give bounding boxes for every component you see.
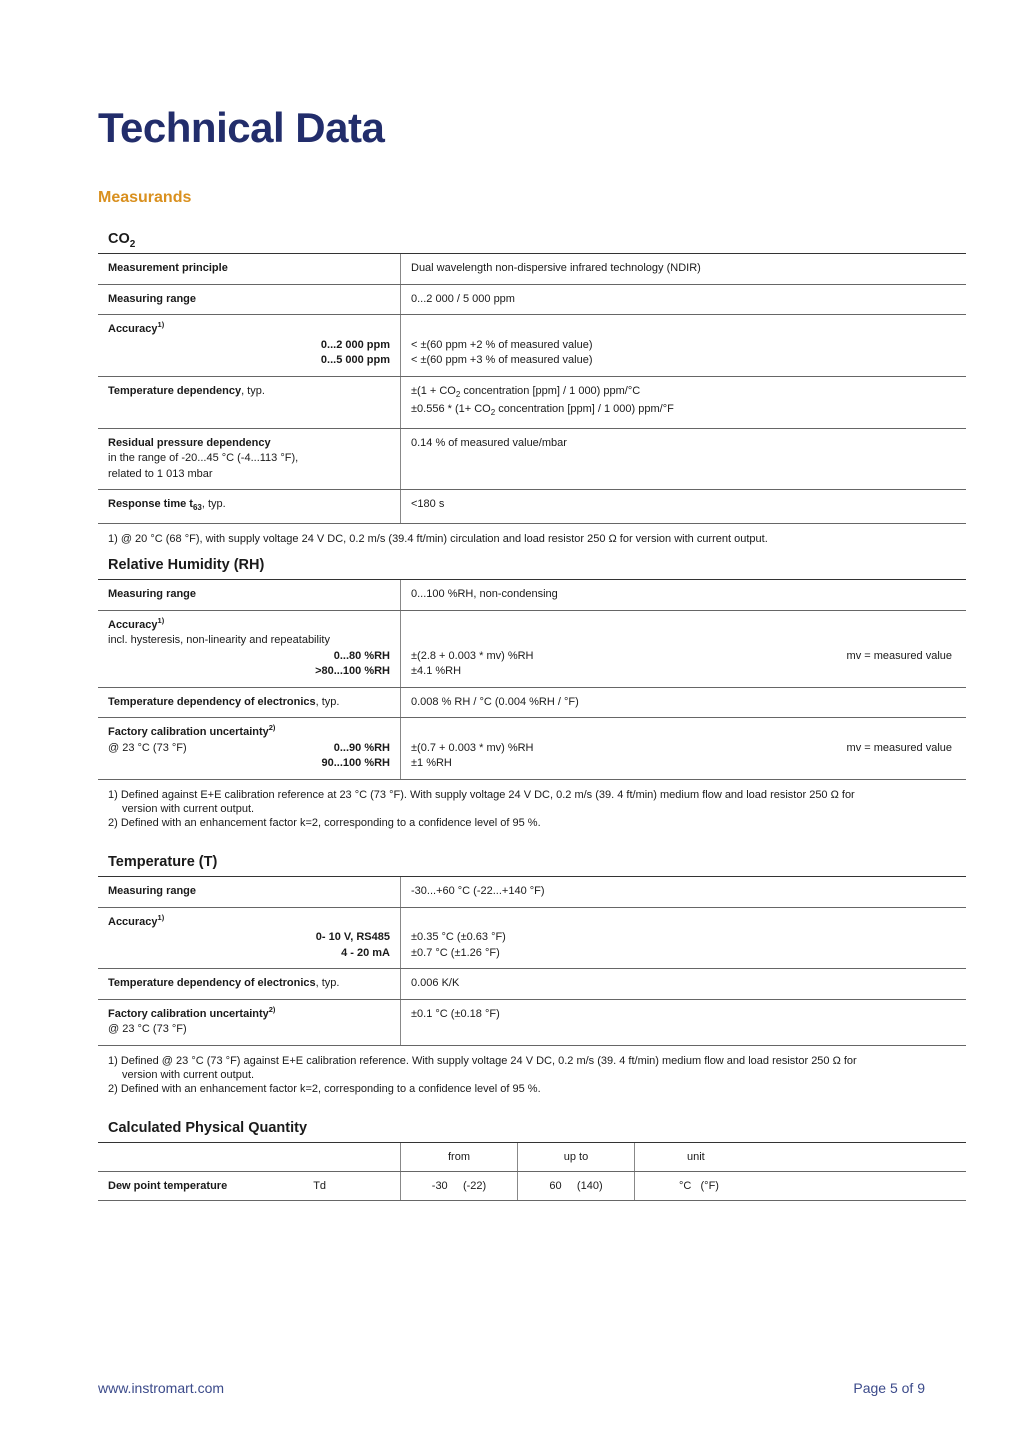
table-row — [98, 376, 966, 428]
row-label: Factory calibration uncertainty$^{2)}$ @ 23 °C (73 °F) 0...90 %RH 90...100 %RH — [98, 718, 401, 780]
row-value: 0...2 000 / 5 000 ppm — [401, 284, 967, 315]
table-row — [98, 315, 966, 377]
row-value: < ±(60 ppm +2 % of measured value) < ±(60 ppm +3 % of measured value) — [401, 315, 967, 377]
temperature-table — [98, 877, 966, 1046]
page-title: Technical Data — [98, 104, 385, 151]
rh-table — [98, 580, 966, 780]
table-row — [98, 490, 966, 524]
row-label: Measurement principle — [98, 254, 401, 284]
calculated-heading: Calculated Physical Quantity — [98, 1119, 966, 1143]
row-label: Temperature dependency of electronics, typ. — [98, 687, 401, 718]
row-value: $\pm(1 + CO_2$ concentration [ppm] / 1 000) ppm/°C $\pm 0.556 * (1+ CO_2$ concentration [ppm] / 1 000) ppm/°F — [401, 376, 967, 428]
row-label: Measuring range — [98, 284, 401, 315]
row-label: Response time $t_{63}$, typ. — [98, 490, 401, 524]
row-value: 0.008 % RH / °C (0.004 %RH / °F) — [401, 687, 967, 718]
row-label: Factory calibration uncertainty$^{2)}$ @ 23 °C (73 °F) — [98, 999, 401, 1045]
table-row — [98, 718, 966, 780]
column-header-from: from — [401, 1143, 518, 1172]
row-label: Dew point temperature Td — [98, 1172, 401, 1201]
table-row — [98, 999, 966, 1045]
co2-section — [98, 230, 966, 546]
row-value: 0.006 K/K — [401, 969, 967, 1000]
calculated-section — [98, 1119, 966, 1201]
table-row — [98, 969, 966, 1000]
footnotes: 1) Defined @ 23 °C (73 °F) against E+E calibration reference. With supply voltage 24 V DC, 0.2 m/s (39. 4 ft/min) medium flow and load resistor 250 Ω for version with current output. 2) Defined with an enhancement factor k=2, corresponding to a confidence level of 95 %. — [108, 1054, 857, 1095]
footer-url[interactable]: www.instromart.com — [98, 1380, 225, 1396]
row-label: Measuring range — [98, 580, 401, 610]
table-row — [98, 1172, 966, 1201]
section-title: Measurands — [98, 189, 192, 206]
cell-up-to: 60 (140) — [518, 1172, 635, 1201]
table-row — [98, 428, 966, 490]
table-row — [98, 284, 966, 315]
row-label: Temperature dependency of electronics, typ. — [98, 969, 401, 1000]
table-row — [98, 907, 966, 969]
cell-from: -30 (-22) — [401, 1172, 518, 1201]
row-value: ±(0.7 + 0.003 * mv) %RH mv = measured value ±1 %RH — [401, 718, 967, 780]
table-row — [98, 687, 966, 718]
temperature-heading: Temperature (T) — [98, 853, 966, 877]
co2-table — [98, 254, 966, 524]
table-row — [98, 254, 966, 284]
row-value: ±0.1 °C (±0.18 °F) — [401, 999, 967, 1045]
footnotes: 1) Defined against E+E calibration reference at 23 °C (73 °F). With supply voltage 24 V DC, 0.2 m/s (39. 4 ft/min) medium flow and load resistor 250 Ω for version with current output. 2) Defined with an enhancement factor k=2, corresponding to a confidence level of 95 %. — [108, 788, 855, 829]
co2-heading: $CO_2$ — [98, 230, 966, 254]
row-value: ±0.35 °C (±0.63 °F) ±0.7 °C (±1.26 °F) — [401, 907, 967, 969]
column-header-up-to: up to — [518, 1143, 635, 1172]
row-label: Accuracy$^{1)}$ 0...2 000 ppm 0...5 000 ppm — [98, 315, 401, 377]
row-label: Measuring range — [98, 877, 401, 907]
rh-heading: Relative Humidity (RH) — [98, 556, 966, 580]
row-value: Dual wavelength non-dispersive infrared technology (NDIR) — [401, 254, 967, 284]
row-value: ±(2.8 + 0.003 * mv) %RH mv = measured value ±4.1 %RH — [401, 610, 967, 687]
footnote: 1) @ 20 °C (68 °F), with supply voltage 24 V DC, 0.2 m/s (39.4 ft/min) circulation and load resistor 250 Ω for version with current output. — [108, 533, 768, 546]
row-value: -30...+60 °C (-22...+140 °F) — [401, 877, 967, 907]
cell-unit: °C (°F) — [635, 1172, 804, 1201]
table-row — [98, 877, 966, 907]
table-row — [98, 610, 966, 687]
row-value: <180 s — [401, 490, 967, 524]
row-value: 0...100 %RH, non-condensing — [401, 580, 967, 610]
rh-section — [98, 556, 966, 830]
column-header-unit: unit — [635, 1143, 804, 1172]
table-header-row — [98, 1143, 966, 1172]
footer-page-number: Page 5 of 9 — [853, 1380, 925, 1396]
row-label: Residual pressure dependency in the range of -20...45 °C (-4...113 °F), related to 1 013 mbar — [98, 428, 401, 490]
calculated-table — [98, 1143, 966, 1201]
table-row — [98, 580, 966, 610]
row-value: 0.14 % of measured value/mbar — [401, 428, 967, 490]
row-label: Accuracy$^{1)}$ 0- 10 V, RS485 4 - 20 mA — [98, 907, 401, 969]
row-label: Accuracy$^{1)}$ incl. hysteresis, non-linearity and repeatability 0...80 %RH >80...100 %RH — [98, 610, 401, 687]
temperature-section — [98, 853, 966, 1096]
row-label: Temperature dependency, typ. — [98, 376, 401, 428]
